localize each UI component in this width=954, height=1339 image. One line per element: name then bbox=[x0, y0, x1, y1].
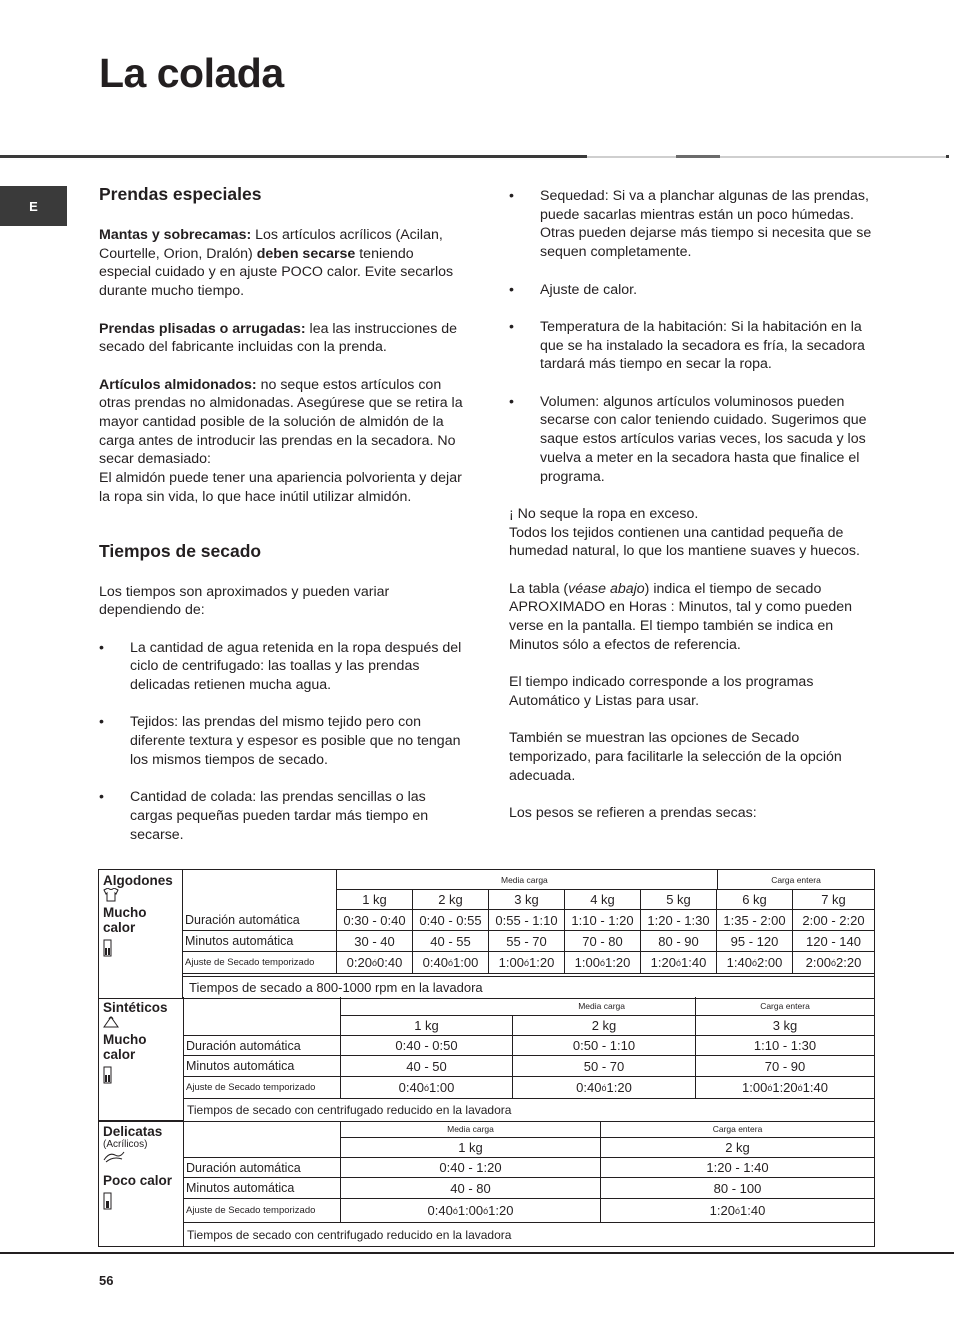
high-heat-icon bbox=[103, 1066, 113, 1086]
language-tab: E bbox=[0, 186, 67, 226]
heading-prendas-especiales: Prendas especiales bbox=[99, 184, 262, 204]
list-item: • Temperatura de la habitación: Si la habitación en la que se ha instalado la secadora es fría, la secadora tardará más tiempo en secar la ropa. bbox=[509, 318, 879, 374]
category-cell: Delicatas (Acrílicos) Poco calor bbox=[99, 1121, 184, 1246]
table-cell: 70 - 80 bbox=[565, 931, 641, 952]
row-label: Duración automática bbox=[183, 910, 337, 931]
table-cell: 70 - 90 bbox=[696, 1056, 874, 1077]
table-cell: 1:10 - 1:30 bbox=[696, 1036, 874, 1056]
table-cell: 1:00 ó 1:20 bbox=[565, 952, 641, 974]
weight-header: 3 kg bbox=[696, 1016, 874, 1036]
carga-entera-label: Carga entera bbox=[601, 1121, 874, 1138]
header-rule-end bbox=[946, 155, 949, 158]
table-cell: 30 - 40 bbox=[337, 931, 413, 952]
footer-rule bbox=[0, 1252, 954, 1254]
table-cell: 1:00 ó 1:20 bbox=[489, 952, 565, 974]
page-number: 56 bbox=[99, 1273, 114, 1288]
table-cell: 95 - 120 bbox=[717, 931, 793, 952]
table-cell: 0:40 ó 1:00 ó 1:20 bbox=[341, 1199, 601, 1223]
category-cell: Sintéticos Mucho calor bbox=[99, 997, 184, 1121]
media-carga-label: Media carga bbox=[337, 870, 765, 890]
table-cell: 120 - 140 bbox=[793, 931, 874, 952]
paragraph-almidonados: Artículos almidonados: no seque estos artículos con otras prendas no almidonadas. Asegúrese que se retira la mayor cantidad posible de la solución de almidón de la carga antes de introducir las prendas en la secadora. No secar demasiado: bbox=[99, 376, 463, 468]
table-cell: 1:00 ó 1:20 ó 1:40 bbox=[696, 1077, 874, 1099]
row-label: Ajuste de Secado temporizado bbox=[183, 952, 337, 974]
row-label: Duración automática bbox=[184, 1158, 341, 1178]
blank-header bbox=[183, 870, 337, 910]
table-cell: 1:20 ó 1:40 bbox=[601, 1199, 874, 1223]
weight-header: 4 kg bbox=[565, 890, 641, 910]
weight-header: 6 kg bbox=[717, 890, 793, 910]
table-cell: 1:40 ó 2:00 bbox=[717, 952, 793, 974]
weight-header: 1 kg bbox=[341, 1138, 601, 1158]
paragraph-tabla: La tabla (véase abajo) indica el tiempo de secado APROXIMADO en Horas : Minutos, tal y como pueden verse en la pantalla. El tiempo también se indica en Minutos sólo a efectos de referencia. bbox=[509, 580, 853, 653]
weight-header: 2 kg bbox=[601, 1138, 874, 1158]
header-rule bbox=[0, 155, 587, 158]
row-label: Ajuste de Secado temporizado bbox=[184, 1199, 341, 1223]
table-cell: 0:55 - 1:10 bbox=[489, 910, 565, 931]
blank-header bbox=[184, 997, 341, 1036]
weight-header: 5 kg bbox=[641, 890, 717, 910]
weight-header: 1 kg bbox=[337, 890, 413, 910]
warning-text: ¡ No seque la ropa en exceso. bbox=[509, 505, 699, 522]
algodones-footer: Tiempos de secado a 800-1000 rpm en la lavadora bbox=[182, 976, 875, 999]
paragraph-mantas: Mantas y sobrecamas: Los artículos acrílicos (Acilan, Courtelle, Orion, Dralón) deben secarse teniendo especial cuidado y en ajuste POCO calor. Evite secarlos durante mucho tiempo. bbox=[99, 227, 454, 300]
right-bullet-list bbox=[509, 187, 879, 486]
sinteticos-footer: Tiempos de secado con centrifugado reducido en la lavadora bbox=[187, 1103, 512, 1117]
row-label: Ajuste de Secado temporizado bbox=[184, 1077, 341, 1099]
right-column bbox=[509, 187, 879, 841]
left-column bbox=[99, 184, 467, 863]
row-label: Minutos automática bbox=[183, 931, 337, 952]
left-bullet-list bbox=[99, 639, 467, 845]
media-carga-label: Media carga bbox=[341, 997, 696, 1016]
list-item: • Ajuste de calor. bbox=[509, 281, 879, 300]
paragraph-pesos: Los pesos se refieren a prendas secas: bbox=[509, 805, 757, 822]
weight-header: 7 kg bbox=[793, 890, 874, 910]
table-cell: 50 - 70 bbox=[513, 1056, 696, 1077]
table-cell: 0:30 - 0:40 bbox=[337, 910, 413, 931]
list-item: • Volumen: algunos artículos voluminosos pueden secarse con calor teniendo cuidado. Sugerimos que saque estos artículos varias veces, los sacuda y los vuelva a meter en la secadora hasta que finalice el programa. bbox=[509, 393, 879, 487]
paragraph-temporizado: También se muestran las opciones de Secado temporizado, para facilitarle la selección de la opción adecuada. bbox=[509, 730, 842, 784]
heading-tiempos-secado: Tiempos de secado bbox=[99, 540, 262, 561]
table-cell: 0:40 ó 1:20 bbox=[513, 1077, 696, 1099]
table-cell: 40 - 55 bbox=[413, 931, 489, 952]
table-cell: 40 - 80 bbox=[341, 1178, 601, 1199]
list-item: • Sequedad: Si va a planchar algunas de las prendas, puede sacarlas mientras están un poco húmedas. Otras pueden dejarse más tiempo si necesita que se sequen completamente. bbox=[509, 187, 879, 262]
table-cell: 1:10 - 1:20 bbox=[565, 910, 641, 931]
category-cell: Algodones Mucho calor bbox=[99, 870, 183, 998]
paragraph-almidon-note: El almidón puede tener una apariencia polvorienta y dejar la ropa sin vida, lo que hace inútil utilizar almidón. bbox=[99, 470, 462, 505]
table-cell: 0:20 ó 0:40 bbox=[337, 952, 413, 974]
table-cell: 0:40 ó 1:00 bbox=[341, 1077, 513, 1099]
list-item: • Tejidos: las prendas del mismo tejido pero con diferente textura y espesor es posible que no tengan los mismos tiempos de secado. bbox=[99, 713, 467, 769]
table-cell: 1:20 - 1:40 bbox=[601, 1158, 874, 1178]
table-cell: 55 - 70 bbox=[489, 931, 565, 952]
table-cell: 1:20 - 1:30 bbox=[641, 910, 717, 931]
row-label: Minutos automática bbox=[184, 1056, 341, 1077]
weight-header: 2 kg bbox=[513, 1016, 696, 1036]
paragraph-programas: El tiempo indicado corresponde a los programas Automático y Listas para usar. bbox=[509, 674, 814, 709]
paragraph-humedad: Todos los tejidos contienen una cantidad pequeña de humedad natural, lo que los mantiene suaves y huecos. bbox=[509, 524, 860, 560]
paragraph-plisadas: Prendas plisadas o arrugadas: lea las instrucciones de secado del fabricante incluidas con la prenda. bbox=[99, 320, 458, 356]
table-cell: 2:00 ó 2:20 bbox=[793, 952, 874, 974]
page-title: La colada bbox=[99, 50, 284, 96]
high-heat-icon bbox=[103, 939, 113, 959]
delicate-wool-icon bbox=[103, 1150, 125, 1164]
table-cell: 80 - 90 bbox=[641, 931, 717, 952]
header-rule-accent bbox=[676, 155, 720, 158]
table-cell: 2:00 - 2:20 bbox=[793, 910, 874, 931]
list-item: • La cantidad de agua retenida en la ropa después del ciclo de centrifugado: las toallas y las prendas delicadas retienen mucha agua. bbox=[99, 639, 467, 695]
blank-header bbox=[184, 1121, 341, 1158]
list-item: • Cantidad de colada: las prendas sencillas o las cargas pequeñas pueden tardar más tiempo en secarse. bbox=[99, 788, 467, 844]
weight-header: 2 kg bbox=[413, 890, 489, 910]
table-cell: 40 - 50 bbox=[341, 1056, 513, 1077]
carga-entera-label: Carga entera bbox=[696, 997, 874, 1016]
row-label: Duración automática bbox=[184, 1036, 341, 1056]
table-cell: 1:20 ó 1:40 bbox=[641, 952, 717, 974]
low-heat-icon bbox=[103, 1192, 113, 1212]
table-cell: 0:40 ó 1:00 bbox=[413, 952, 489, 974]
table-cell: 0:50 - 1:10 bbox=[513, 1036, 696, 1056]
weight-header: 3 kg bbox=[489, 890, 565, 910]
table-cell: 0:40 - 0:50 bbox=[341, 1036, 513, 1056]
weight-header: 1 kg bbox=[341, 1016, 513, 1036]
table-cell: 0:40 - 0:55 bbox=[413, 910, 489, 931]
synthetic-blouse-icon bbox=[103, 1015, 119, 1029]
carga-entera-label: Carga entera bbox=[717, 870, 874, 890]
table-delicatas bbox=[98, 1121, 875, 1247]
table-sinteticos bbox=[98, 997, 875, 1122]
row-label: Minutos automática bbox=[184, 1178, 341, 1199]
media-carga-label: Media carga bbox=[341, 1121, 601, 1138]
header-rule-light bbox=[587, 156, 947, 158]
delicatas-footer: Tiempos de secado con centrifugado reducido en la lavadora bbox=[187, 1227, 512, 1242]
table-cell: 1:35 - 2:00 bbox=[717, 910, 793, 931]
cotton-shirt-icon bbox=[103, 888, 119, 902]
paragraph-tiempos: Los tiempos son aproximados y pueden variar dependiendo de: bbox=[99, 583, 390, 619]
table-cell: 0:40 - 1:20 bbox=[341, 1158, 601, 1178]
table-cell: 80 - 100 bbox=[601, 1178, 874, 1199]
